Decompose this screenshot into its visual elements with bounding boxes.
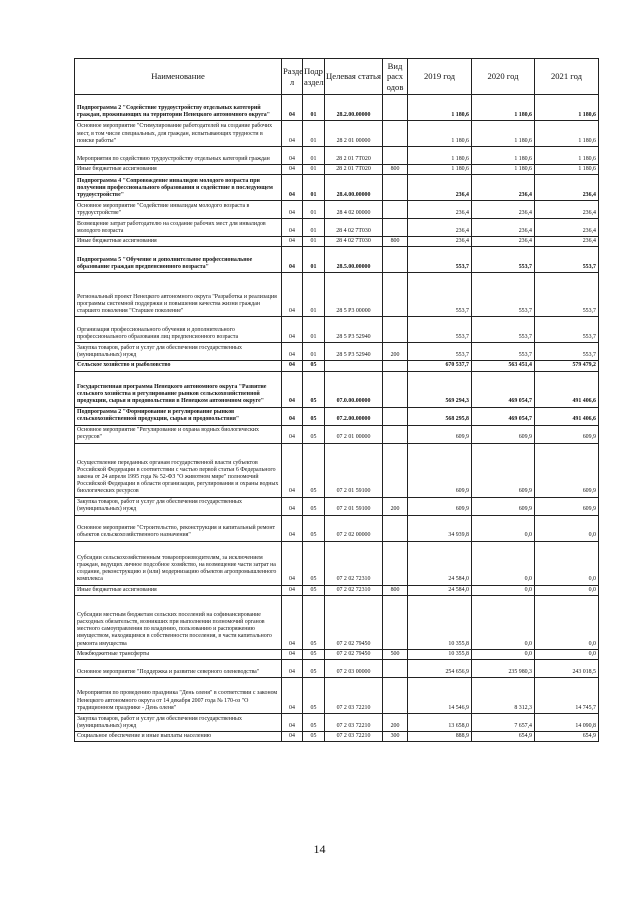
- cell-name: Региональный проект Ненецкого автономного округа "Разработка и реализация программы системной поддержки и повышения качества жизни граждан старшего поколения "Старшее поколение": [75, 273, 282, 317]
- cell-target-article: 28 2 01 7Т020: [325, 165, 383, 175]
- cell-2020: 7 657,4: [472, 714, 535, 732]
- table-row: [75, 219, 599, 237]
- cell-expense-type: [383, 247, 408, 273]
- cell-name: Основное мероприятие "Содействие инвалидам молодого возраста в трудоустройстве": [75, 201, 282, 219]
- cell-target-article: 28 4 02 7Т030: [325, 237, 383, 247]
- column-header-2021: 2021 год: [535, 59, 599, 95]
- cell-2019: 254 656,9: [408, 660, 472, 678]
- cell-razdel: 04: [282, 317, 303, 343]
- table-row: [75, 361, 599, 371]
- cell-2020: 0,0: [472, 585, 535, 595]
- cell-target-article: 07 2 01 59100: [325, 443, 383, 497]
- cell-target-article: 28 5 P3 52940: [325, 317, 383, 343]
- table-row: [75, 371, 599, 407]
- cell-expense-type: [383, 541, 408, 585]
- cell-2019: 888,9: [408, 732, 472, 742]
- cell-2021: 579 479,2: [535, 361, 599, 371]
- cell-2021: 553,7: [535, 317, 599, 343]
- cell-target-article: 28 5 P3 00000: [325, 273, 383, 317]
- cell-podrazdel: 01: [303, 147, 325, 165]
- cell-target-article: 07 2 03 72210: [325, 678, 383, 714]
- cell-2021: 491 406,6: [535, 407, 599, 425]
- cell-2020: 236,4: [472, 201, 535, 219]
- cell-podrazdel: 05: [303, 678, 325, 714]
- cell-razdel: 04: [282, 541, 303, 585]
- cell-target-article: 07.2.00.00000: [325, 407, 383, 425]
- cell-razdel: 04: [282, 678, 303, 714]
- cell-target-article: 07 2 02 72310: [325, 541, 383, 585]
- cell-2021: 1 180,6: [535, 147, 599, 165]
- table-row: [75, 201, 599, 219]
- cell-2020: 654,9: [472, 732, 535, 742]
- cell-razdel: 04: [282, 343, 303, 361]
- column-header-name: Наименование: [75, 59, 282, 95]
- cell-2019: 236,4: [408, 201, 472, 219]
- cell-2019: 10 355,8: [408, 649, 472, 659]
- cell-2020: 8 312,3: [472, 678, 535, 714]
- cell-2021: 654,9: [535, 732, 599, 742]
- cell-target-article: 07.0.00.00000: [325, 371, 383, 407]
- cell-expense-type: [383, 443, 408, 497]
- cell-name: Иные бюджетные ассигнования: [75, 237, 282, 247]
- cell-expense-type: [383, 201, 408, 219]
- cell-razdel: 04: [282, 165, 303, 175]
- cell-podrazdel: 01: [303, 219, 325, 237]
- cell-name: Сельское хозяйство и рыболовство: [75, 361, 282, 371]
- table-row: [75, 497, 599, 515]
- cell-2020: 235 980,3: [472, 660, 535, 678]
- cell-podrazdel: 05: [303, 541, 325, 585]
- cell-2021: 553,7: [535, 247, 599, 273]
- cell-podrazdel: 05: [303, 361, 325, 371]
- table-row: [75, 247, 599, 273]
- cell-name: Мероприятия по содействию трудоустройству отдельных категорий граждан: [75, 147, 282, 165]
- cell-razdel: 04: [282, 219, 303, 237]
- table-row: [75, 678, 599, 714]
- cell-expense-type: [383, 175, 408, 201]
- cell-2020: 1 180,6: [472, 165, 535, 175]
- cell-name: Подпрограмма 2 "Содействие трудоустройству отдельных категорий граждан, проживающих на территории Ненецкого автономного округа": [75, 95, 282, 121]
- cell-razdel: 04: [282, 121, 303, 147]
- cell-expense-type: [383, 95, 408, 121]
- cell-name: Закупка товаров, работ и услуг для обеспечения государственных (муниципальных) нужд: [75, 497, 282, 515]
- cell-razdel: 04: [282, 95, 303, 121]
- cell-target-article: 07 2 02 72310: [325, 585, 383, 595]
- cell-podrazdel: 01: [303, 175, 325, 201]
- cell-expense-type: [383, 425, 408, 443]
- cell-2020: 553,7: [472, 343, 535, 361]
- cell-2020: 609,9: [472, 425, 535, 443]
- cell-2020: 0,0: [472, 595, 535, 649]
- cell-2021: 0,0: [535, 595, 599, 649]
- cell-target-article: 28 2 01 7Т020: [325, 147, 383, 165]
- cell-2020: 609,9: [472, 443, 535, 497]
- cell-podrazdel: 05: [303, 425, 325, 443]
- cell-2019: 1 180,6: [408, 121, 472, 147]
- cell-expense-type: [383, 407, 408, 425]
- table-row: [75, 95, 599, 121]
- cell-podrazdel: 05: [303, 732, 325, 742]
- column-header-razdel: Разде л: [282, 59, 303, 95]
- cell-2020: 553,7: [472, 317, 535, 343]
- table-row: [75, 595, 599, 649]
- cell-razdel: 04: [282, 443, 303, 497]
- cell-razdel: 04: [282, 407, 303, 425]
- cell-podrazdel: 01: [303, 273, 325, 317]
- cell-2019: 24 584,0: [408, 541, 472, 585]
- cell-2019: 236,4: [408, 237, 472, 247]
- cell-podrazdel: 05: [303, 443, 325, 497]
- cell-expense-type: 200: [383, 497, 408, 515]
- cell-name: Возмещение затрат работодателю на создание рабочих мест для инвалидов молодого возраста: [75, 219, 282, 237]
- cell-razdel: 04: [282, 515, 303, 541]
- cell-target-article: 28.5.00.00000: [325, 247, 383, 273]
- cell-name: Основное мероприятие "Стимулирование работодателей на создание рабочих мест, в том числе специальных, для граждан, испытывающих трудности в поиске работы": [75, 121, 282, 147]
- cell-target-article: 28 4 02 00000: [325, 201, 383, 219]
- table-header-row: [75, 59, 599, 95]
- cell-podrazdel: 01: [303, 247, 325, 273]
- cell-expense-type: [383, 660, 408, 678]
- cell-2021: 1 180,6: [535, 165, 599, 175]
- cell-expense-type: 800: [383, 585, 408, 595]
- cell-razdel: 04: [282, 732, 303, 742]
- cell-2021: 236,4: [535, 175, 599, 201]
- cell-2021: 609,9: [535, 425, 599, 443]
- cell-2020: 236,4: [472, 219, 535, 237]
- cell-podrazdel: 01: [303, 237, 325, 247]
- cell-name: Государственная программа Ненецкого автономного округа "Развитие сельского хозяйства и регулирование рынков сельскохозяйственной продукции, сырья и продовольствия в Ненецком автономном округе": [75, 371, 282, 407]
- cell-podrazdel: 01: [303, 343, 325, 361]
- cell-name: Осуществление переданных органам государственной власти субъектов Российской Федерации в соответствии с частью первой статьи 6 Федерального закона от 24 апреля 1995 года № 52-ФЗ "О животном мире" полномочий Российской Федерации в области организации, регулирования и охраны водных биологических ресурсов: [75, 443, 282, 497]
- cell-expense-type: 800: [383, 237, 408, 247]
- cell-2021: 14 090,8: [535, 714, 599, 732]
- cell-2020: 1 180,6: [472, 121, 535, 147]
- cell-podrazdel: 01: [303, 165, 325, 175]
- cell-podrazdel: 05: [303, 371, 325, 407]
- cell-2019: 553,7: [408, 247, 472, 273]
- cell-razdel: 04: [282, 497, 303, 515]
- cell-razdel: 04: [282, 175, 303, 201]
- cell-expense-type: 200: [383, 343, 408, 361]
- table-row: [75, 147, 599, 165]
- cell-target-article: 07 2 01 00000: [325, 425, 383, 443]
- cell-name: Подпрограмма 2 "Формирование и регулирование рынков сельскохозяйственной продукции, сырья и продовольствия": [75, 407, 282, 425]
- cell-name: Субсидии сельскохозяйственным товаропроизводителям, за исключением граждан, ведущих личное подсобное хозяйство, на возмещение части затрат на создание, реконструкцию и (или) модернизацию объектов агропромышленного комплекса: [75, 541, 282, 585]
- cell-target-article: 07 2 03 00000: [325, 660, 383, 678]
- cell-podrazdel: 05: [303, 585, 325, 595]
- cell-name: Мероприятия по проведению праздника "День оленя" в соответствии с законом Ненецкого автономного округа от 14 декабря 2007 года № 170-оз "О традиционном празднике - День оленя": [75, 678, 282, 714]
- cell-podrazdel: 01: [303, 317, 325, 343]
- table-row: [75, 407, 599, 425]
- table-row: [75, 175, 599, 201]
- cell-target-article: 07 2 01 59100: [325, 497, 383, 515]
- column-header-2020: 2020 год: [472, 59, 535, 95]
- cell-target-article: 28 5 P3 52940: [325, 343, 383, 361]
- cell-2020: 0,0: [472, 649, 535, 659]
- cell-podrazdel: 01: [303, 95, 325, 121]
- cell-2021: 553,7: [535, 273, 599, 317]
- cell-podrazdel: 05: [303, 714, 325, 732]
- cell-2021: 236,4: [535, 237, 599, 247]
- cell-2021: 0,0: [535, 585, 599, 595]
- cell-2021: 243 018,5: [535, 660, 599, 678]
- cell-name: Основное мероприятие "Регулирование и охрана водных биологических ресурсов": [75, 425, 282, 443]
- cell-podrazdel: 05: [303, 660, 325, 678]
- table-row: [75, 649, 599, 659]
- cell-2021: 236,4: [535, 201, 599, 219]
- cell-podrazdel: 05: [303, 649, 325, 659]
- cell-expense-type: [383, 147, 408, 165]
- cell-2020: 1 180,6: [472, 147, 535, 165]
- page-number: 14: [313, 842, 326, 856]
- cell-2020: 553,7: [472, 247, 535, 273]
- cell-name: Иные бюджетные ассигнования: [75, 165, 282, 175]
- cell-razdel: 04: [282, 660, 303, 678]
- cell-2021: 1 180,6: [535, 121, 599, 147]
- cell-2021: 236,4: [535, 219, 599, 237]
- cell-target-article: 28.2.00.00000: [325, 95, 383, 121]
- cell-2021: 553,7: [535, 343, 599, 361]
- cell-2020: 0,0: [472, 541, 535, 585]
- table-row: [75, 121, 599, 147]
- cell-expense-type: [383, 361, 408, 371]
- cell-2020: 469 054,7: [472, 407, 535, 425]
- cell-2020: 236,4: [472, 175, 535, 201]
- cell-2020: 0,0: [472, 515, 535, 541]
- cell-razdel: 04: [282, 371, 303, 407]
- cell-razdel: 04: [282, 147, 303, 165]
- cell-2020: 236,4: [472, 237, 535, 247]
- cell-razdel: 04: [282, 425, 303, 443]
- cell-2019: 609,9: [408, 443, 472, 497]
- cell-razdel: 04: [282, 585, 303, 595]
- table-row: [75, 732, 599, 742]
- cell-2019: 13 658,0: [408, 714, 472, 732]
- cell-expense-type: 200: [383, 714, 408, 732]
- table-row: [75, 343, 599, 361]
- cell-name: Организация профессионального обучения и дополнительного профессионального образования лиц предпенсионного возраста: [75, 317, 282, 343]
- cell-expense-type: [383, 219, 408, 237]
- cell-target-article: 07 2 02 00000: [325, 515, 383, 541]
- cell-target-article: 28 2 01 00000: [325, 121, 383, 147]
- cell-name: Иные бюджетные ассигнования: [75, 585, 282, 595]
- cell-2019: 609,9: [408, 425, 472, 443]
- cell-2019: 568 295,8: [408, 407, 472, 425]
- cell-2020: 1 180,6: [472, 95, 535, 121]
- cell-razdel: 04: [282, 361, 303, 371]
- cell-2020: 553,7: [472, 273, 535, 317]
- cell-2019: 670 537,7: [408, 361, 472, 371]
- column-header-expense-type: Вид расх одов: [383, 59, 408, 95]
- cell-name: Социальное обеспечение и иные выплаты населению: [75, 732, 282, 742]
- cell-2021: 491 406,6: [535, 371, 599, 407]
- budget-table: [74, 58, 599, 742]
- cell-expense-type: [383, 371, 408, 407]
- cell-name: Межбюджетные трансферты: [75, 649, 282, 659]
- cell-2019: 14 546,9: [408, 678, 472, 714]
- cell-2019: 609,9: [408, 497, 472, 515]
- table-row: [75, 515, 599, 541]
- cell-2019: 553,7: [408, 317, 472, 343]
- cell-expense-type: [383, 273, 408, 317]
- cell-2021: 0,0: [535, 649, 599, 659]
- cell-razdel: 04: [282, 273, 303, 317]
- column-header-target-article: Целевая статья: [325, 59, 383, 95]
- cell-podrazdel: 05: [303, 407, 325, 425]
- cell-2019: 1 180,6: [408, 165, 472, 175]
- cell-podrazdel: 01: [303, 121, 325, 147]
- cell-2019: 553,7: [408, 343, 472, 361]
- table-row: [75, 237, 599, 247]
- table-row: [75, 317, 599, 343]
- cell-name: Подпрограмма 5 "Обучение и дополнительное профессиональное образование граждан предпенсионного возраста": [75, 247, 282, 273]
- cell-2019: 236,4: [408, 175, 472, 201]
- cell-name: Основное мероприятие "Поддержка и развитие северного оленеводства": [75, 660, 282, 678]
- table-row: [75, 541, 599, 585]
- cell-razdel: 04: [282, 237, 303, 247]
- cell-2019: 236,4: [408, 219, 472, 237]
- cell-2021: 0,0: [535, 515, 599, 541]
- cell-name: Основное мероприятие "Строительство, реконструкция и капитальный ремонт объектов сельскохозяйственного назначения": [75, 515, 282, 541]
- cell-2021: 609,9: [535, 443, 599, 497]
- cell-name: Субсидии местным бюджетам сельских поселений на софинансирование расходных обязательств, возникших при выполнении полномочий органов местного самоуправления по владению, пользованию и распоряжению имуществом, находящимся в собственности поселения, в части капитального ремонта имущества: [75, 595, 282, 649]
- cell-target-article: 28.4.00.00000: [325, 175, 383, 201]
- cell-name: Закупка товаров, работ и услуг для обеспечения государственных (муниципальных) нужд: [75, 343, 282, 361]
- column-header-2019: 2019 год: [408, 59, 472, 95]
- cell-expense-type: [383, 121, 408, 147]
- cell-name: Подпрограмма 4 "Сопровождение инвалидов молодого возраста при получении профессионального образования и содействие в последующем трудоустройстве": [75, 175, 282, 201]
- cell-2020: 563 451,4: [472, 361, 535, 371]
- cell-razdel: 04: [282, 649, 303, 659]
- cell-2019: 34 939,8: [408, 515, 472, 541]
- cell-razdel: 04: [282, 201, 303, 219]
- cell-2019: 1 180,6: [408, 95, 472, 121]
- cell-2019: 1 180,6: [408, 147, 472, 165]
- cell-razdel: 04: [282, 714, 303, 732]
- cell-target-article: 28 4 02 7Т030: [325, 219, 383, 237]
- table-row: [75, 714, 599, 732]
- cell-podrazdel: 05: [303, 497, 325, 515]
- cell-2021: 0,0: [535, 541, 599, 585]
- cell-expense-type: [383, 595, 408, 649]
- table-row: [75, 425, 599, 443]
- cell-2019: 569 294,3: [408, 371, 472, 407]
- table-row: [75, 585, 599, 595]
- cell-target-article: 07 2 02 79450: [325, 595, 383, 649]
- table-row: [75, 273, 599, 317]
- table-row: [75, 660, 599, 678]
- cell-podrazdel: 01: [303, 201, 325, 219]
- cell-expense-type: [383, 515, 408, 541]
- cell-expense-type: 800: [383, 165, 408, 175]
- cell-2021: 609,9: [535, 497, 599, 515]
- cell-2019: 24 584,0: [408, 585, 472, 595]
- cell-target-article: 07 2 03 72210: [325, 714, 383, 732]
- cell-2021: 14 745,7: [535, 678, 599, 714]
- table-row: [75, 443, 599, 497]
- column-header-podrazdel: Подр аздел: [303, 59, 325, 95]
- budget-table-sheet: [74, 58, 598, 742]
- cell-2021: 1 180,6: [535, 95, 599, 121]
- cell-expense-type: 300: [383, 732, 408, 742]
- cell-razdel: 04: [282, 595, 303, 649]
- table-row: [75, 165, 599, 175]
- cell-expense-type: 500: [383, 649, 408, 659]
- cell-target-article: 07 2 02 79450: [325, 649, 383, 659]
- cell-2019: 10 355,8: [408, 595, 472, 649]
- cell-name: Закупка товаров, работ и услуг для обеспечения государственных (муниципальных) нужд: [75, 714, 282, 732]
- cell-target-article: [325, 361, 383, 371]
- cell-podrazdel: 05: [303, 515, 325, 541]
- cell-expense-type: [383, 317, 408, 343]
- cell-2020: 469 054,7: [472, 371, 535, 407]
- cell-podrazdel: 05: [303, 595, 325, 649]
- cell-2019: 553,7: [408, 273, 472, 317]
- cell-expense-type: [383, 678, 408, 714]
- cell-razdel: 04: [282, 247, 303, 273]
- cell-2020: 609,9: [472, 497, 535, 515]
- cell-target-article: 07 2 03 72210: [325, 732, 383, 742]
